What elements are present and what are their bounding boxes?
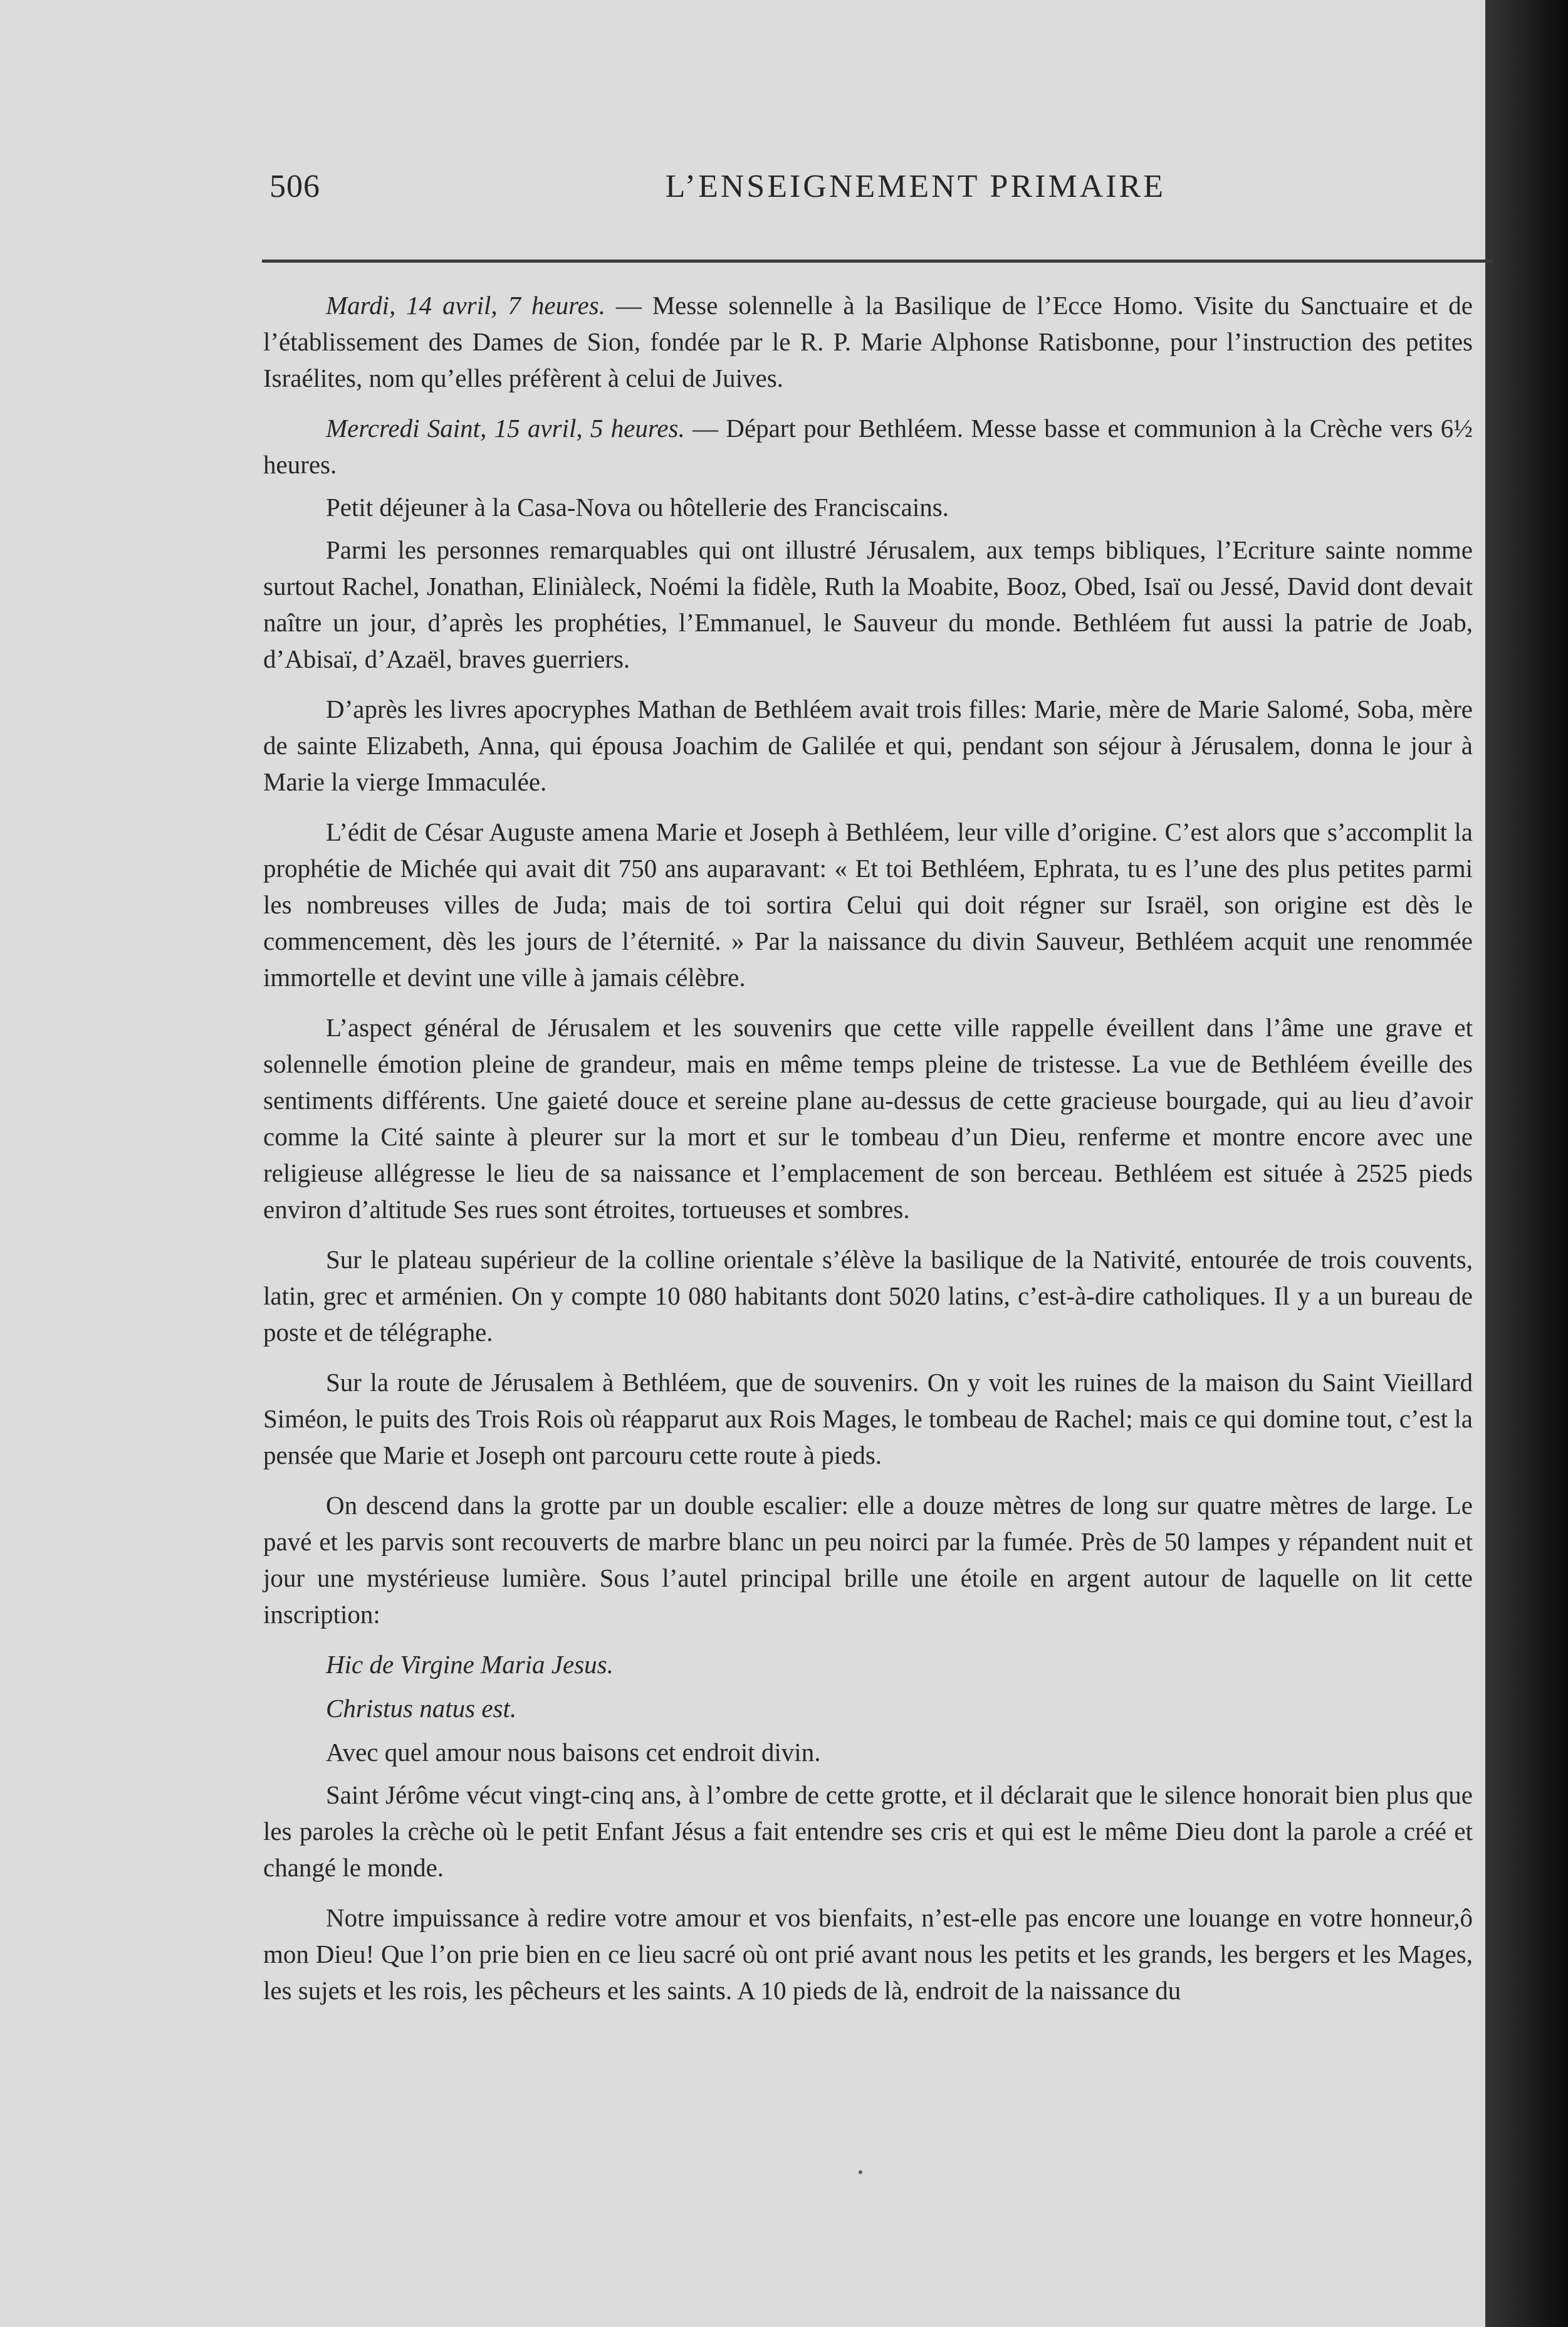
header-rule	[262, 260, 1493, 263]
inscription-line: Hic de Virgine Maria Jesus.	[326, 1650, 614, 1679]
paragraph-lead: Mardi, 14 avril, 7 heures.	[326, 291, 605, 320]
paragraph-text: L’aspect général de Jérusalem et les souvenirs que cette ville rappelle éveillent dans l’âme une grave et solennelle émotion pleine de grandeur, mais en même temps pleine de tristesse. La vue de Bethléem éveille des sentiments différents. Une gaieté douce et sereine plane au-dessus de cette gracieuse bourgade, qui au lieu d’avoir comme la Cité sainte à pleurer sur la mort et sur le tombeau d’un Dieu, renferme et montre encore avec une religieuse allégresse le lieu de sa naissance et l’emplacement de son berceau. Bethléem est située à 2525 pieds environ d’altitude Ses rues sont étroites, tortueuses et sombres.	[263, 1013, 1473, 1224]
paragraph-text: Avec quel amour nous baisons cet endroit divin.	[326, 1738, 821, 1767]
paragraph	[263, 814, 1473, 995]
paragraph	[263, 691, 1473, 800]
paragraph-text: Notre impuissance à redire votre amour et vos bienfaits, n’est-elle pas encore une louange en votre honneur,ô mon Dieu! Que l’on prie bien en ce lieu sacré où ont prié avant nous les petits et les grands, les bergers et les Mages, les sujets et les rois, les pêcheurs et les saints. A 10 pieds de là, endroit de la naissance du	[263, 1903, 1473, 2005]
paragraph-text: Petit déjeuner à la Casa-Nova ou hôtellerie des Franciscains.	[326, 493, 949, 522]
body-text	[263, 287, 1473, 2022]
paragraph	[263, 1241, 1473, 1350]
paragraph	[263, 1899, 1473, 2009]
paragraph-text: On descend dans la grotte par un double escalier: elle a douze mètres de long sur quatre mètres de large. Le pavé et les parvis sont recouverts de marbre blanc un peu noirci par la fumée. Près de 50 lampes y répandent nuit et jour une mystérieuse lumière. Sous l’autel principal brille une étoile en argent autour de laquelle on lit cette inscription:	[263, 1491, 1473, 1629]
paragraph	[263, 1777, 1473, 1886]
paragraph	[263, 489, 1473, 525]
footer-mark	[859, 2170, 862, 2174]
page-header	[269, 168, 1166, 212]
paragraph-text: L’édit de César Auguste amena Marie et Joseph à Bethléem, leur ville d’origine. C’est alors que s’accomplit la prophétie de Michée qui avait dit 750 ans auparavant: « Et toi Bethléem, Ephrata, tu es l’une des plus petites parmi les nombreuses villes de Juda; mais de toi sortira Celui qui doit régner sur Israël, son origine est dès le commencement, dès les jours de l’éternité. » Par la naissance du divin Sauveur, Bethléem acquit une renommée immortelle et devint une ville à jamais célèbre.	[263, 817, 1473, 992]
page-number: 506	[269, 169, 320, 204]
scan-margin-shadow	[1476, 0, 1568, 2327]
inscription-line: Christus natus est.	[326, 1694, 517, 1723]
paragraph-text: D’après les livres apocryphes Mathan de Bethléem avait trois filles: Marie, mère de Marie Salomé, Soba, mère de sainte Elizabeth, Anna, qui épousa Joachim de Galilée et qui, pendant son séjour à Jérusalem, donna le jour à Marie la vierge Immaculée.	[263, 695, 1473, 796]
paragraph	[263, 1009, 1473, 1227]
paragraph	[263, 1734, 1473, 1770]
paragraph-text: — Départ pour Bethléem. Messe basse et communion à la Crèche vers 6½ heures.	[263, 414, 1473, 479]
paragraph-lead: Mercredi Saint, 15 avril, 5 heures.	[326, 414, 685, 443]
running-title: L’ENSEIGNEMENT PRIMAIRE	[665, 169, 1166, 204]
paragraph	[263, 1364, 1473, 1473]
paragraph	[263, 410, 1473, 483]
paragraph-text: Parmi les personnes remarquables qui ont illustré Jérusalem, aux temps bibliques, l’Ecriture sainte nomme surtout Rachel, Jonathan, Eliniàleck, Noémi la fidèle, Ruth la Moabite, Booz, Obed, Isaï ou Jessé, David dont devait naître un jour, d’après les prophéties, l’Emmanuel, le Sauveur du monde. Bethléem fut aussi la patrie de Joab, d’Abisaï, d’Azaël, braves guerriers.	[263, 535, 1473, 673]
paragraph-text: Sur la route de Jérusalem à Bethléem, que de souvenirs. On y voit les ruines de la maison du Saint Vieillard Siméon, le puits des Trois Rois où réapparut aux Rois Mages, le tombeau de Rachel; mais ce qui domine tout, c’est la pensée que Marie et Joseph ont parcouru cette route à pieds.	[263, 1368, 1473, 1469]
paragraph	[263, 287, 1473, 396]
paragraph-text: — Messe solennelle à la Basilique de l’Ecce Homo. Visite du Sanctuaire et de l’établissement des Dames de Sion, fondée par le R. P. Marie Alphonse Ratisbonne, pour l’instruction des petites Israélites, nom qu’elles préfèrent à celui de Juives.	[263, 291, 1473, 392]
paragraph-text: Sur le plateau supérieur de la colline orientale s’élève la basilique de la Nativité, entourée de trois couvents, latin, grec et arménien. On y compte 10 080 habitants dont 5020 latins, c’est-à-dire catholiques. Il y a un bureau de poste et de télégraphe.	[263, 1245, 1473, 1347]
paragraph	[263, 532, 1473, 677]
paragraph	[263, 1487, 1473, 1632]
paragraph-text: Saint Jérôme vécut vingt-cinq ans, à l’ombre de cette grotte, et il déclarait que le silence honorait bien plus que les paroles la crèche où le petit Enfant Jésus a fait entendre ses cris et qui est le même Dieu dont la parole a créé et changé le monde.	[263, 1780, 1473, 1882]
